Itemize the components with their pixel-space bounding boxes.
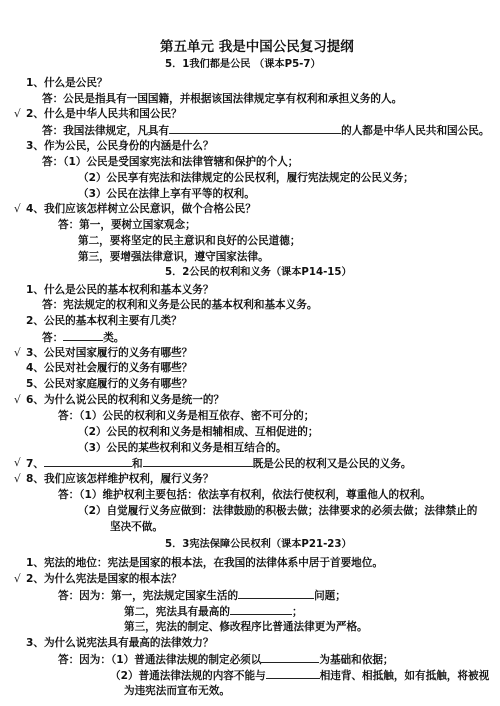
check-mark: √ <box>14 473 21 485</box>
question-highest-effect: 3、为什么说宪法具有最高的法律效力？ <box>26 637 214 649</box>
answer-text: 答：宪法规定的权利和义务是公民的基本权利和基本义务。 <box>42 299 318 311</box>
answer-with-blank: （2）普通法律法规的内容不能与 相违背、相抵触，如有抵触，将被视 <box>110 670 490 682</box>
question-rights-duties-unity: 6、为什么说公民的权利和义务是统一的？ <box>26 394 225 406</box>
check-mark: √ <box>14 457 21 469</box>
answer-text: 为违宪法而宣布无效。 <box>124 685 230 697</box>
answer-text: （3）公民的某些权利和义务是相互结合的。 <box>78 442 287 454</box>
answer-text: 第三，宪法的制定、修改程序比普通法律更为严格。 <box>124 621 368 633</box>
answer-text: 第二，要将坚定的民主意识和良好的公民道德； <box>78 235 301 247</box>
question-citizen-awareness: 4、我们应该怎样树立公民意识，做个合格公民？ <box>26 203 256 215</box>
question-rights-types: 2、公民的基本权利主要有几类？ <box>26 315 182 327</box>
answer-text: 答：（1）公民的权利和义务是相互依存、密不可分的； <box>58 410 315 422</box>
answer-with-blank: 第二，宪法具有最高的 ； <box>124 606 303 618</box>
answer-text: 坚决不做。 <box>110 521 163 533</box>
fill-blank <box>238 588 314 599</box>
fill-blank <box>230 604 292 615</box>
question-fundamental-law: 2、为什么宪法是国家的根本法？ <box>26 573 182 585</box>
fill-blank <box>63 330 103 341</box>
section-heading-5-2: 5．2公民的权利和义务（课本P14-15） <box>165 267 352 278</box>
answer-text: 答：第一，要树立国家观念； <box>58 219 196 231</box>
question-basic-rights: 1、什么是公民的基本权利和基本义务？ <box>26 284 214 296</box>
question-defend-rights: 8、我们应该怎样维护权利，履行义务？ <box>26 473 214 485</box>
answer-text: （2）自觉履行义务应做到：法律鼓励的积极去做；法律要求的必须去做；法律禁止的 <box>78 505 478 517</box>
answer-text: （3）公民在法律上享有平等的权利。 <box>78 188 255 200</box>
fill-blank <box>143 456 253 467</box>
section-heading-5-1: 5．1我们都是公民 （课本P5-7） <box>165 59 321 70</box>
answer-with-blank: 答： 类。 <box>42 332 125 344</box>
check-mark: √ <box>14 347 21 359</box>
answer-text: 答：（1）公民是受国家宪法和法律管辖和保护的个人； <box>42 156 299 168</box>
answer-text: 答：公民是指具有一国国籍，并根据该国法律规定享有权利和承担义务的人。 <box>42 93 403 105</box>
statement-constitution-status: 1、宪法的地位：宪法是国家的根本法，在我国的法律体系中居于首要地位。 <box>26 557 383 569</box>
question-prc-citizen: 2、什么是中华人民共和国公民？ <box>26 108 182 120</box>
question-7-with-blanks: 7、 和 既是公民的权利又是公民的义务。 <box>26 458 412 470</box>
fill-blank <box>44 456 132 467</box>
answer-with-blank: 答：因为：第一，宪法规定国家生活的 问题； <box>58 590 346 602</box>
question-what-is-citizen: 1、什么是公民？ <box>26 77 108 89</box>
answer-text: 答：（1）维护权利主要包括：依法享有权利，依法行使权利，尊重他人的权利。 <box>58 489 431 501</box>
check-mark: √ <box>14 573 21 585</box>
answer-text: 第三，要增强法律意识，遵守国家法律。 <box>78 251 269 263</box>
question-duties-to-society: 4、公民对社会履行的义务有哪些？ <box>26 362 193 374</box>
fill-blank <box>266 668 320 679</box>
fill-blank <box>169 123 341 134</box>
question-citizen-identity: 3、作为公民，公民身份的内涵是什么？ <box>26 140 214 152</box>
question-duties-to-family: 5、公民对家庭履行的义务有哪些？ <box>26 378 193 390</box>
page-title: 第五单元 我是中国公民复习提纲 <box>160 39 354 55</box>
answer-with-blank: 答：因为：（1）普通法律法规的制定必须以 为基础和依据； <box>58 654 394 666</box>
answer-text: （2）公民的权利和义务是相辅相成、互相促进的； <box>78 426 319 438</box>
fill-blank <box>261 652 319 663</box>
answer-with-blank: 答：我国法律规定，凡具有 的人都是中华人民共和国公民。 <box>42 125 490 137</box>
check-mark: √ <box>14 203 21 215</box>
section-heading-5-3: 5．3宪法保障公民权利（课本P21-23） <box>165 539 352 550</box>
check-mark: √ <box>14 394 21 406</box>
answer-text: （2）公民享有宪法和法律规定的公民权利，履行宪法规定的公民义务； <box>78 172 414 184</box>
check-mark: √ <box>14 108 21 120</box>
question-duties-to-state: 3、公民对国家履行的义务有哪些？ <box>26 347 193 359</box>
